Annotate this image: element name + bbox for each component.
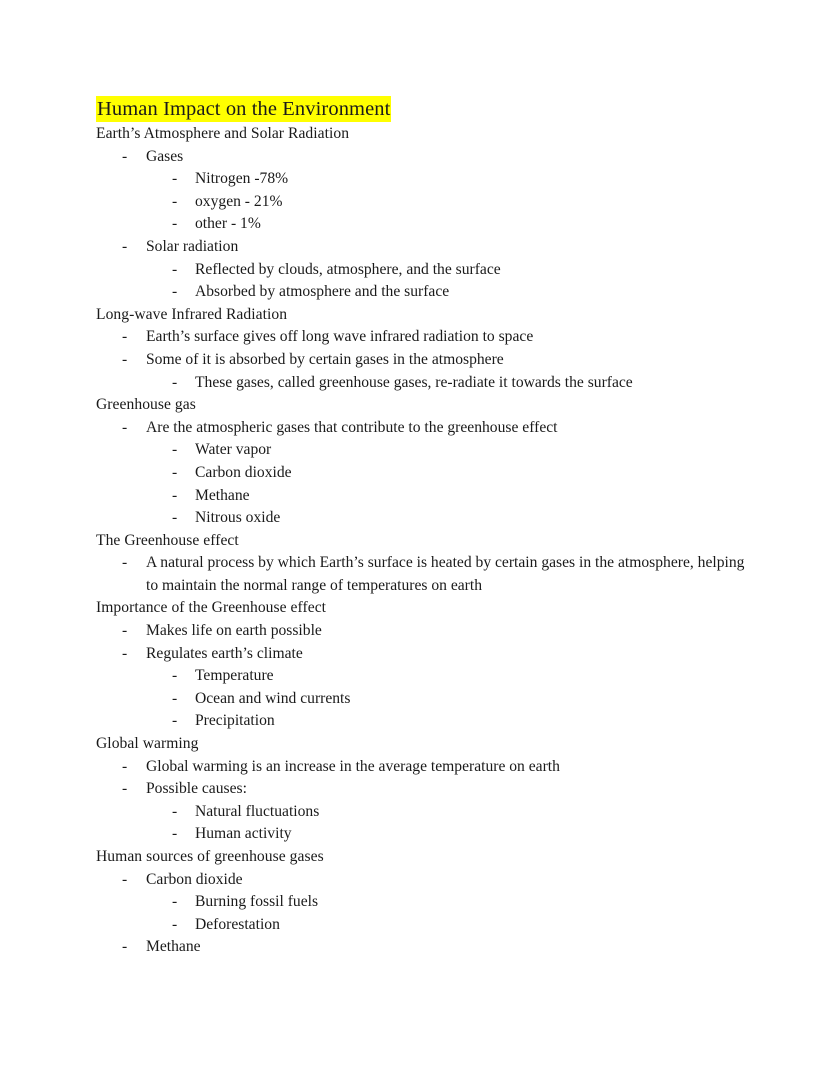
list-item-label: Nitrogen -78% (195, 170, 289, 188)
list-item (96, 349, 756, 372)
list-item (96, 643, 756, 666)
outline-content (96, 123, 756, 959)
list-item-label: Global warming is an increase in the average temperature on earth (146, 757, 560, 775)
bullet-dash-icon: - (122, 237, 128, 255)
list-item (96, 281, 756, 304)
list-item (96, 213, 756, 236)
list-item (96, 891, 756, 914)
bullet-dash-icon: - (172, 260, 178, 278)
list-item (96, 710, 756, 733)
list-item-label: Natural fluctuations (195, 802, 320, 820)
bullet-dash-icon: - (172, 170, 178, 188)
list-item-label: Solar radiation (146, 237, 239, 255)
list-item (96, 236, 756, 259)
page-title (96, 96, 756, 122)
section-heading: Global warming (96, 735, 199, 753)
list-item-label: Methane (146, 938, 201, 956)
section-heading: Earth’s Atmosphere and Solar Radiation (96, 125, 350, 142)
list-item-label: Ocean and wind currents (195, 689, 351, 707)
bullet-dash-icon: - (172, 441, 178, 459)
list-item-label: These gases, called greenhouse gases, re-radiate it towards the surface (195, 373, 633, 391)
list-item-label: Possible causes: (146, 780, 247, 798)
list-item-label: Burning fossil fuels (195, 893, 319, 911)
section-heading: The Greenhouse effect (96, 531, 239, 549)
list-item (96, 372, 756, 395)
list-item-label: Absorbed by atmosphere and the surface (195, 283, 450, 301)
bullet-dash-icon: - (122, 780, 128, 798)
list-item-label: Temperature (195, 667, 274, 685)
list-item-label: Human activity (195, 825, 292, 843)
bullet-dash-icon: - (172, 486, 178, 504)
list-item (96, 869, 756, 892)
bullet-dash-icon: - (172, 802, 178, 820)
bullet-dash-icon: - (172, 915, 178, 933)
bullet-dash-icon: - (122, 757, 128, 775)
bullet-dash-icon: - (122, 328, 128, 346)
list-item-label: Deforestation (195, 915, 280, 933)
bullet-dash-icon: - (122, 147, 128, 165)
list-item (96, 665, 756, 688)
list-item-label: Makes life on earth possible (146, 622, 322, 640)
list-item-label: other - 1% (195, 215, 261, 233)
list-item (96, 417, 756, 440)
list-item (96, 914, 756, 937)
list-item-label: Earth’s surface gives off long wave infrared radiation to space (146, 328, 534, 346)
bottom-spacer (96, 959, 756, 969)
list-item-label: Carbon dioxide (195, 463, 292, 481)
list-item (96, 801, 756, 824)
section-heading: Human sources of greenhouse gases (96, 848, 324, 865)
list-item (96, 778, 756, 801)
bullet-dash-icon: - (122, 644, 128, 662)
list-item-label: oxygen - 21% (195, 192, 283, 210)
list-item (96, 146, 756, 169)
list-item-label: Carbon dioxide (146, 870, 243, 888)
list-item (96, 688, 756, 711)
list-item-label: Methane (195, 486, 250, 504)
bullet-dash-icon: - (172, 712, 178, 730)
list-item (96, 552, 756, 597)
bullet-dash-icon: - (172, 893, 178, 911)
list-item-label: Reflected by clouds, atmosphere, and the surface (195, 260, 501, 278)
list-item-label: Precipitation (195, 712, 275, 730)
section-heading: Importance of the Greenhouse effect (96, 599, 327, 617)
list-item (96, 326, 756, 349)
document-body (96, 96, 756, 969)
list-item-label: Some of it is absorbed by certain gases in the atmosphere (146, 350, 504, 368)
list-item (96, 168, 756, 191)
list-item (96, 462, 756, 485)
bullet-dash-icon: - (172, 283, 178, 301)
page-title-highlight: Human Impact on the Environment (97, 98, 391, 120)
bullet-dash-icon: - (172, 215, 178, 233)
list-item-label: Nitrous oxide (195, 509, 281, 527)
bullet-dash-icon: - (172, 373, 178, 391)
bullet-dash-icon: - (122, 554, 128, 572)
list-item-label: Regulates earth’s climate (146, 644, 303, 662)
bullet-dash-icon: - (122, 622, 128, 640)
list-item (96, 823, 756, 846)
bullet-dash-icon: - (172, 463, 178, 481)
list-item (96, 259, 756, 282)
list-item-label: A natural process by which Earth’s surface is heated by certain gases in the atmosphere, helping to maintain the normal range of temperatures on earth (146, 554, 745, 594)
list-item-label: Gases (146, 147, 184, 165)
list-item (96, 936, 756, 959)
list-item (96, 439, 756, 462)
list-item (96, 485, 756, 508)
bullet-dash-icon: - (122, 870, 128, 888)
bullet-dash-icon: - (122, 418, 128, 436)
bullet-dash-icon: - (172, 825, 178, 843)
section-heading: Greenhouse gas (96, 396, 196, 414)
bullet-dash-icon: - (172, 192, 178, 210)
list-item (96, 756, 756, 779)
bullet-dash-icon: - (172, 667, 178, 685)
list-item (96, 191, 756, 214)
bullet-dash-icon: - (172, 689, 178, 707)
list-item (96, 620, 756, 643)
bullet-dash-icon: - (172, 509, 178, 527)
list-item-label: Are the atmospheric gases that contribute to the greenhouse effect (146, 418, 558, 436)
bullet-dash-icon: - (122, 350, 128, 368)
bullet-dash-icon: - (122, 938, 128, 956)
list-item (96, 507, 756, 530)
section-heading: Long-wave Infrared Radiation (96, 305, 288, 323)
list-item-label: Water vapor (195, 441, 272, 459)
